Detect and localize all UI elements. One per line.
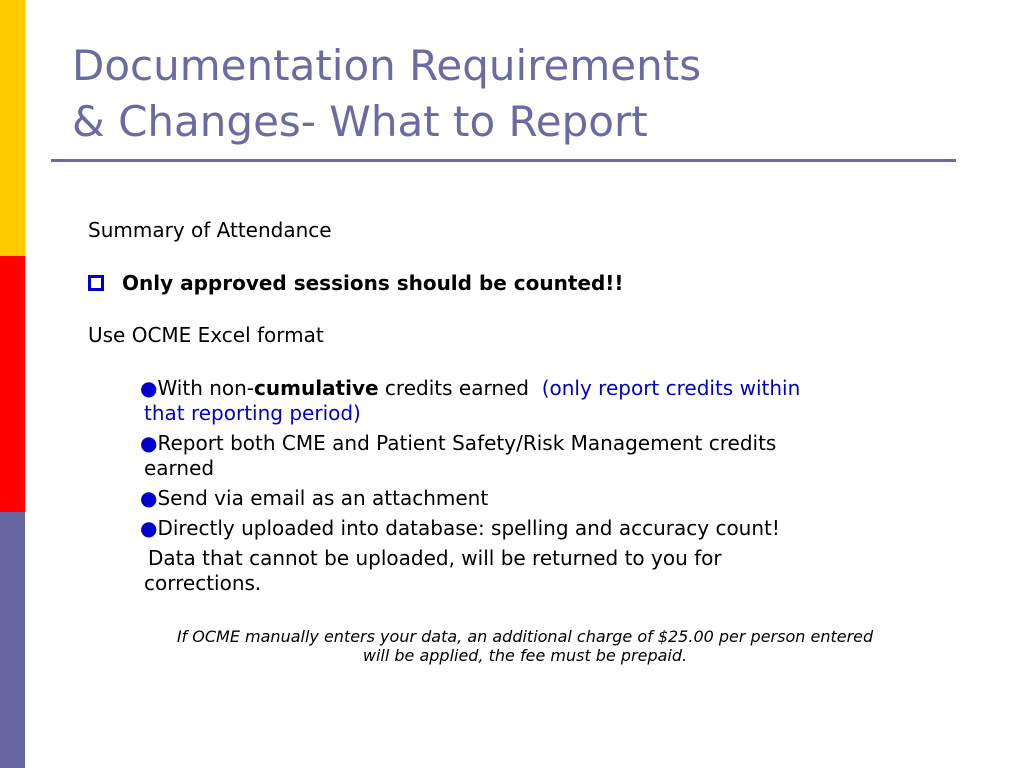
continuation-line-2: corrections. — [144, 571, 262, 595]
item-blue-note-line-1: (only report credits within — [541, 376, 801, 400]
continuation-line-1: Data that cannot be uploaded, will be returned to you for — [148, 546, 722, 570]
slide-title-line-2: & Changes- What to Report — [72, 97, 648, 146]
list-item-noncumulative — [140, 376, 800, 400]
title-divider — [51, 159, 956, 162]
dot-bullet-icon: ● — [140, 486, 158, 510]
dot-bullet-icon: ● — [140, 431, 158, 455]
dot-bullet-icon: ● — [140, 516, 158, 540]
item-middle: credits earned — [378, 376, 536, 400]
fee-note-line-2: will be applied, the fee must be prepaid. — [362, 646, 688, 665]
slide-title — [72, 38, 972, 150]
item-report-both-line-2: earned — [144, 456, 215, 480]
item-blue-note-line-2: that reporting period) — [144, 401, 361, 425]
item-prefix: With non- — [157, 376, 255, 400]
list-item-report-both — [140, 431, 776, 455]
item-uploaded-text: Directly uploaded into database: spelling and accuracy count! — [157, 516, 780, 540]
item-bold-word: cumulative — [254, 376, 379, 400]
summary-heading: Summary of Attendance — [88, 218, 332, 242]
side-bar-red — [0, 256, 25, 512]
slide-title-line-1: Documentation Requirements — [72, 41, 702, 90]
fee-note — [140, 627, 910, 665]
fee-note-line-1: If OCME manually enters your data, an additional charge of $25.00 per person entered — [176, 627, 874, 646]
list-item-send-email — [140, 486, 488, 510]
side-bar-yellow — [0, 0, 25, 256]
list-item-uploaded — [140, 516, 780, 540]
approved-sessions-bullet — [88, 271, 624, 295]
square-bullet-icon — [88, 275, 104, 291]
approved-sessions-text: Only approved sessions should be counted!! — [122, 271, 624, 295]
use-format-text: Use OCME Excel format — [88, 323, 324, 347]
item-report-both-line-1: Report both CME and Patient Safety/Risk Management credits — [157, 431, 777, 455]
item-send-email-text: Send via email as an attachment — [157, 486, 489, 510]
side-bar-blue — [0, 512, 25, 768]
dot-bullet-icon: ● — [140, 376, 158, 400]
